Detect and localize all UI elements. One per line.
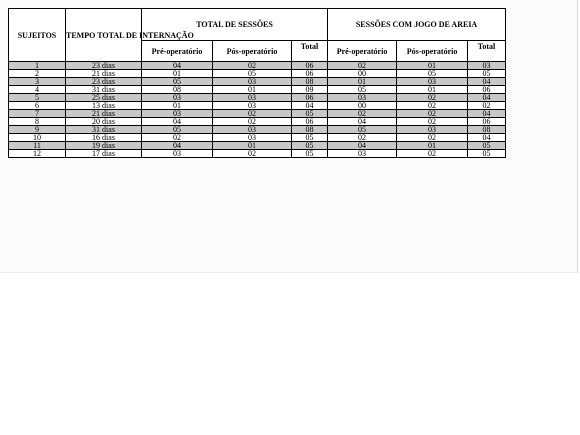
cell-tempo: 23 dias [66,62,142,70]
cell-tempo: 17 dias [66,150,142,158]
header-sessoes-jogo-areia: SESSÕES COM JOGO DE AREIA [328,9,506,41]
cell-ja-pos: 02 [397,118,468,126]
header-total-sessoes: TOTAL DE SESSÕES [142,9,328,41]
header-ja-pre: Pré-operatório [328,41,397,62]
cell-tempo: 21 dias [66,110,142,118]
cell-ts-total: 08 [292,78,328,86]
cell-tempo: 23 dias [66,78,142,86]
header-ts-total: Total [292,41,328,62]
cell-ja-pos: 01 [397,62,468,70]
cell-ts-pos: 01 [213,86,292,94]
cell-ja-pre: 03 [328,94,397,102]
cell-ja-pos: 03 [397,78,468,86]
cell-ja-total: 03 [468,62,506,70]
cell-ts-pos: 02 [213,110,292,118]
cell-ja-pos: 03 [397,126,468,134]
cell-ja-pos: 02 [397,134,468,142]
cell-ts-pos: 03 [213,126,292,134]
cell-ja-total: 02 [468,102,506,110]
cell-tempo: 20 dias [66,118,142,126]
cell-ja-total: 04 [468,94,506,102]
cell-ts-pos: 01 [213,142,292,150]
cell-sujeito: 2 [9,70,66,78]
cell-ts-total: 08 [292,126,328,134]
cell-tempo: 31 dias [66,126,142,134]
cell-ja-pos: 01 [397,86,468,94]
cell-ja-pre: 00 [328,70,397,78]
cell-ja-pos: 02 [397,110,468,118]
cell-ts-pre: 05 [142,126,213,134]
cell-tempo: 21 dias [66,70,142,78]
cell-ja-pre: 05 [328,126,397,134]
cell-ts-pre: 04 [142,62,213,70]
cell-ja-total: 06 [468,86,506,94]
cell-ts-pre: 05 [142,78,213,86]
cell-ts-pos: 05 [213,70,292,78]
header-ja-pos: Pós-operatório [397,41,468,62]
cell-ja-total: 04 [468,110,506,118]
cell-ja-pre: 04 [328,142,397,150]
cell-ts-total: 06 [292,70,328,78]
cell-ts-total: 06 [292,94,328,102]
cell-ja-pre: 01 [328,78,397,86]
cell-sujeito: 10 [9,134,66,142]
header-ts-pre: Pré-operatório [142,41,213,62]
cell-ja-pre: 02 [328,62,397,70]
cell-ja-pos: 02 [397,150,468,158]
sessions-table [8,8,506,158]
cell-ts-total: 05 [292,110,328,118]
cell-ts-pos: 03 [213,134,292,142]
header-sujeitos: SUJEITOS [9,9,66,62]
header-ja-total: Total [468,41,506,62]
cell-ja-pre: 03 [328,150,397,158]
cell-tempo: 13 dias [66,102,142,110]
cell-ts-pos: 02 [213,118,292,126]
cell-ts-total: 05 [292,142,328,150]
cell-ts-pos: 02 [213,62,292,70]
cell-ja-total: 05 [468,142,506,150]
cell-ja-pre: 02 [328,134,397,142]
cell-ja-pre: 04 [328,118,397,126]
cell-tempo: 31 dias [66,86,142,94]
cell-ja-total: 08 [468,126,506,134]
cell-ja-total: 05 [468,70,506,78]
cell-sujeito: 5 [9,94,66,102]
cell-ts-total: 05 [292,134,328,142]
cell-sujeito: 4 [9,86,66,94]
cell-ts-pos: 03 [213,102,292,110]
cell-ts-pre: 04 [142,142,213,150]
cell-ja-pos: 01 [397,142,468,150]
cell-ts-pre: 02 [142,134,213,142]
table-row [9,150,506,158]
cell-ja-total: 06 [468,118,506,126]
cell-ts-pos: 03 [213,78,292,86]
header-tempo: TEMPO TOTAL DE INTERNAÇÃO [66,9,142,62]
cell-ts-pre: 04 [142,118,213,126]
cell-ja-pre: 02 [328,110,397,118]
cell-ts-total: 06 [292,62,328,70]
cell-sujeito: 12 [9,150,66,158]
table-body [9,62,506,158]
cell-ts-pos: 03 [213,94,292,102]
cell-sujeito: 1 [9,62,66,70]
cell-ja-total: 04 [468,78,506,86]
cell-sujeito: 9 [9,126,66,134]
cell-ts-pre: 03 [142,110,213,118]
cell-ja-pre: 00 [328,102,397,110]
cell-tempo: 19 dias [66,142,142,150]
cell-tempo: 16 dias [66,134,142,142]
cell-tempo: 25 dias [66,94,142,102]
cell-ja-pos: 05 [397,70,468,78]
cell-ts-total: 05 [292,150,328,158]
cell-ja-total: 04 [468,134,506,142]
cell-ts-pre: 03 [142,150,213,158]
cell-ts-pre: 01 [142,70,213,78]
cell-sujeito: 7 [9,110,66,118]
cell-ja-pre: 05 [328,86,397,94]
cell-ts-total: 09 [292,86,328,94]
header-row-top [9,9,506,41]
cell-sujeito: 11 [9,142,66,150]
cell-ja-total: 05 [468,150,506,158]
cell-ts-pre: 03 [142,94,213,102]
cell-sujeito: 6 [9,102,66,110]
header-ts-pos: Pós-operatório [213,41,292,62]
cell-ts-pos: 02 [213,150,292,158]
cell-ts-pre: 08 [142,86,213,94]
cell-ja-pos: 02 [397,102,468,110]
cell-sujeito: 8 [9,118,66,126]
cell-ts-total: 06 [292,118,328,126]
cell-ja-pos: 02 [397,94,468,102]
cell-sujeito: 3 [9,78,66,86]
cell-ts-total: 04 [292,102,328,110]
cell-ts-pre: 01 [142,102,213,110]
